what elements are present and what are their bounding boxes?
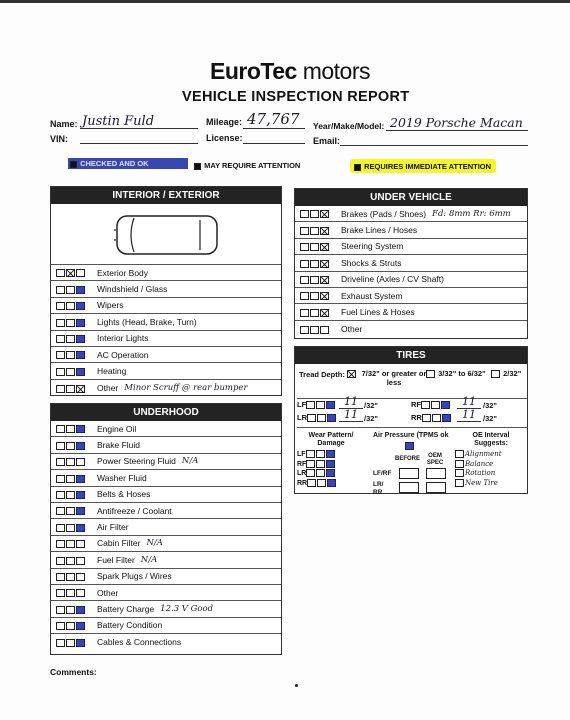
status-checkboxes [56, 317, 94, 327]
status-checkbox-3[interactable] [320, 309, 329, 317]
status-checkbox-1[interactable] [56, 475, 65, 483]
lf-box-1[interactable] [306, 401, 315, 409]
tread-opt1[interactable] [347, 369, 357, 378]
item-label: Interior Lights [97, 333, 149, 344]
status-checkbox-2[interactable] [66, 335, 75, 343]
underhood-panel [50, 403, 282, 655]
oe-checkbox[interactable] [455, 479, 464, 487]
status-checkbox-1[interactable] [56, 351, 65, 359]
status-checkbox-3[interactable] [76, 639, 85, 647]
underhood-row-cables-connections [51, 634, 281, 650]
item-label: Exhaust System [341, 290, 403, 301]
tires-divider [297, 398, 527, 399]
item-label: Battery Charge [97, 603, 155, 614]
item-label: Other [97, 382, 119, 393]
status-checkbox-3[interactable] [76, 557, 85, 565]
status-checkbox-3[interactable] [320, 243, 329, 251]
tread-opt1-checkbox[interactable] [347, 370, 356, 378]
status-checkboxes [300, 258, 338, 268]
status-checkbox-1[interactable] [56, 442, 65, 450]
item-label: Battery Condition [97, 620, 163, 631]
item-label: Shocks & Struts [341, 257, 402, 268]
item-label: Other [341, 323, 363, 334]
top-border [0, 0, 570, 3]
status-checkbox-2[interactable] [66, 475, 75, 483]
vin-label: VIN: [50, 134, 68, 144]
item-label: Washer Fluid [97, 472, 147, 483]
handwritten-note: Fd: 8mm Rr: 6mm [432, 208, 511, 219]
rf-unit: /32" [483, 401, 497, 410]
rf-box-3[interactable] [441, 401, 450, 409]
tires-panel [294, 346, 528, 494]
status-checkbox-2[interactable] [66, 425, 75, 433]
item-label: Windshield / Glass [97, 284, 168, 295]
status-checkbox-2[interactable] [66, 573, 75, 581]
undervehicle-row-other [295, 321, 527, 337]
legend-attention: MAY REQUIRE ATTENTION [194, 161, 300, 170]
status-checkbox-1[interactable] [56, 622, 65, 630]
vehicle-diagram [51, 204, 281, 265]
status-checkbox-3[interactable] [76, 286, 85, 294]
tread-depth-label: Tread Depth: [299, 370, 345, 379]
status-checkbox-1[interactable] [300, 276, 309, 284]
name-label: Name: [50, 119, 78, 129]
status-checkbox-1[interactable] [56, 524, 65, 532]
status-checkbox-3[interactable] [76, 368, 85, 376]
lr-box-2[interactable] [317, 414, 326, 422]
status-checkbox-3[interactable] [76, 573, 85, 581]
legend-ok: CHECKED AND OK [70, 159, 149, 168]
report-title: VEHICLE INSPECTION REPORT [182, 89, 410, 105]
legend-immediate: REQUIRES IMMEDIATE ATTENTION [354, 162, 491, 171]
item-label: Fuel Filter [97, 554, 135, 565]
status-checkbox-1[interactable] [56, 573, 65, 581]
underhood-row-washer-fluid [51, 470, 281, 486]
interior-row-exterior-body [51, 265, 281, 281]
underhood-row-battery-condition [51, 618, 281, 634]
status-checkboxes [56, 506, 94, 516]
tires-header: TIRES [295, 347, 527, 364]
interior-row-lights-head-brake-turn [51, 314, 281, 330]
lr-value: 11 [339, 408, 363, 422]
status-checkboxes [56, 588, 94, 598]
status-checkbox-1[interactable] [300, 243, 309, 251]
interior-exterior-panel [50, 186, 282, 396]
status-checkbox-3[interactable] [320, 326, 329, 334]
item-label: AC Operation [97, 349, 149, 360]
undervehicle-row-brakes-pads-shoes [295, 206, 527, 222]
handwritten-note: N/A [140, 554, 158, 565]
status-checkbox-3[interactable] [76, 335, 85, 343]
status-checkboxes [300, 225, 338, 235]
under-vehicle-header: UNDER VEHICLE [295, 189, 527, 206]
status-checkboxes [56, 489, 94, 499]
lfrf-before-input[interactable] [399, 468, 419, 479]
status-checkbox-3[interactable] [76, 425, 85, 433]
rf-value: 11 [457, 395, 481, 409]
rr-reading: RR [411, 413, 452, 422]
status-checkbox-1[interactable] [300, 227, 309, 235]
oe-interval-list [455, 450, 502, 488]
oe-item-new-tire[interactable] [455, 479, 502, 489]
underhood-rows [51, 421, 281, 650]
license-field[interactable] [243, 131, 305, 144]
tread-opt3[interactable]: 2/32" [491, 369, 521, 378]
underhood-row-fuel-filter [51, 552, 281, 568]
interior-row-heating [51, 363, 281, 379]
undervehicle-row-steering-system [295, 239, 527, 255]
status-checkboxes [300, 241, 338, 251]
underhood-row-spark-plugs-wires [51, 569, 281, 585]
lr-unit: /32" [364, 414, 378, 423]
oe-checkbox[interactable] [455, 460, 464, 468]
underhood-row-air-filter [51, 519, 281, 535]
status-checkbox-3[interactable] [76, 540, 85, 548]
oe-interval-title: OE Interval Suggests: [472, 432, 510, 447]
status-checkbox-3[interactable] [76, 622, 85, 630]
status-checkbox-1[interactable] [56, 319, 65, 327]
status-checkbox-2[interactable] [66, 639, 75, 647]
status-checkbox-3[interactable] [76, 458, 85, 466]
item-label: Exterior Body [97, 267, 149, 278]
oe-item-balance[interactable] [455, 460, 502, 470]
under-vehicle-panel [294, 188, 528, 339]
status-checkboxes [56, 366, 94, 376]
status-checkbox-2[interactable] [66, 540, 75, 548]
oe-item-alignment[interactable] [455, 450, 502, 460]
status-checkbox-3[interactable] [76, 491, 85, 499]
status-checkbox-3[interactable] [76, 606, 85, 614]
interior-row-interior-lights [51, 331, 281, 347]
rf-reading: RF [411, 400, 451, 409]
interior-row-ac-operation [51, 347, 281, 363]
lr-box-1[interactable] [307, 414, 316, 422]
legend-attention-box [194, 163, 201, 170]
oem-spec-label: OEM SPEC [426, 453, 444, 466]
status-checkbox-1[interactable] [56, 589, 65, 597]
status-checkboxes [56, 456, 94, 466]
before-label: BEFORE [395, 456, 421, 462]
undervehicle-row-shocks-struts [295, 255, 527, 271]
status-checkbox-2[interactable] [310, 260, 319, 268]
status-checkbox-1[interactable] [300, 210, 309, 218]
undervehicle-row-driveline-axles-cv-shaft [295, 272, 527, 288]
lf-unit: /32" [364, 401, 378, 410]
status-checkbox-2[interactable] [66, 351, 75, 359]
underhood-row-cabin-filter [51, 536, 281, 552]
item-label: Brakes (Pads / Shoes) [341, 208, 427, 219]
status-checkbox-2[interactable] [66, 622, 75, 630]
item-label: Fuel Lines & Hoses [341, 307, 415, 318]
undervehicle-row-brake-lines-hoses [295, 222, 527, 238]
item-label: Engine Oil [97, 423, 137, 434]
mileage-field[interactable]: 47,767 [243, 116, 305, 129]
status-checkbox-2[interactable] [310, 227, 319, 235]
air-pressure-title: Air Pressure (TPMS ok [373, 432, 449, 439]
status-checkboxes [300, 274, 338, 284]
status-checkboxes [56, 604, 94, 614]
lfrf-label: LF/RF [373, 470, 392, 477]
status-checkbox-1[interactable] [56, 557, 65, 565]
status-checkbox-2[interactable] [66, 458, 75, 466]
status-checkbox-2[interactable] [66, 286, 75, 294]
ymm-field[interactable]: 2019 Porsche Macan [386, 118, 528, 131]
rf-box-1[interactable] [421, 401, 430, 409]
status-checkbox-2[interactable] [66, 385, 75, 393]
lrrr-oem-input[interactable] [426, 482, 446, 493]
item-label: Antifreeze / Coolant [97, 505, 172, 516]
wear-pattern-grid: LF RF LR RR [297, 450, 337, 488]
stray-mark [295, 684, 298, 687]
status-checkbox-2[interactable] [310, 309, 319, 317]
lr-box-3[interactable] [327, 414, 336, 422]
status-checkbox-1[interactable] [300, 260, 309, 268]
underhood-row-belts-hoses [51, 487, 281, 503]
status-checkboxes [56, 571, 94, 581]
status-checkboxes [300, 307, 338, 317]
status-checkbox-1[interactable] [56, 368, 65, 376]
oe-checkbox[interactable] [455, 469, 464, 477]
rr-box-2[interactable] [432, 414, 441, 422]
status-checkbox-2[interactable] [66, 269, 75, 277]
legend-immediate-box [354, 164, 361, 171]
status-checkbox-3[interactable] [76, 269, 85, 277]
undervehicle-row-exhaust-system [295, 288, 527, 304]
rr-value: 11 [457, 408, 481, 422]
status-checkbox-2[interactable] [66, 319, 75, 327]
status-checkboxes [56, 440, 94, 450]
rr-box-3[interactable] [442, 414, 451, 422]
status-checkbox-2[interactable] [66, 368, 75, 376]
oe-item-label: Rotation [465, 469, 496, 477]
lf-reading: LF [297, 400, 336, 409]
item-label: Lights (Head, Brake, Turn) [97, 316, 197, 327]
oe-item-label: Alignment [465, 450, 502, 458]
legend-ok-box [70, 161, 77, 168]
handwritten-note: N/A [181, 456, 199, 467]
undervehicle-row-fuel-lines-hoses [295, 304, 527, 320]
interior-rows [51, 265, 281, 396]
rr-unit: /32" [483, 414, 497, 423]
tread-opt3-checkbox[interactable] [491, 370, 500, 378]
status-checkbox-2[interactable] [66, 442, 75, 450]
tread-opt2-checkbox[interactable] [426, 370, 435, 378]
email-label: Email: [313, 136, 341, 146]
mileage-label: Mileage: [206, 117, 243, 127]
item-label: Driveline (Axles / CV Shaft) [341, 274, 444, 285]
underhood-row-battery-charge [51, 601, 281, 617]
status-checkbox-3[interactable] [320, 292, 329, 300]
item-label: Wipers [97, 300, 124, 311]
company-logo: EuroTec motors [210, 58, 371, 84]
item-label: Heating [97, 366, 127, 377]
status-checkbox-1[interactable] [56, 491, 65, 499]
tread-opt2[interactable]: 3/32" to 6/32" [426, 369, 486, 378]
handwritten-note: 12.3 V Good [160, 603, 214, 614]
name-field[interactable]: Justin Fuld [80, 116, 198, 129]
status-checkbox-1[interactable] [56, 425, 65, 433]
status-checkbox-1[interactable] [56, 335, 65, 343]
ymm-label: Year/Make/Model: [313, 121, 385, 131]
tpms-ok-checkbox[interactable] [405, 441, 415, 450]
underhood-header: UNDERHOOD [51, 404, 281, 421]
lf-value: 11 [339, 395, 363, 409]
status-checkboxes [56, 538, 94, 548]
oe-item-label: Balance [465, 459, 494, 468]
status-checkbox-1[interactable] [56, 286, 65, 294]
status-checkbox-1[interactable] [56, 302, 65, 310]
status-checkbox-1[interactable] [56, 507, 65, 515]
status-checkbox-2[interactable] [66, 524, 75, 532]
status-checkbox-3[interactable] [76, 351, 85, 359]
comments-label: Comments: [50, 667, 97, 677]
lf-box-2[interactable] [316, 401, 325, 409]
item-label: Spark Plugs / Wires [97, 571, 172, 582]
item-label: Other [97, 587, 119, 598]
status-checkbox-2[interactable] [310, 243, 319, 251]
status-checkbox-3[interactable] [320, 210, 329, 218]
status-checkboxes [56, 555, 94, 565]
status-checkbox-3[interactable] [320, 260, 329, 268]
status-checkboxes [56, 300, 94, 310]
status-checkboxes [56, 522, 94, 532]
item-label: Air Filter [97, 522, 129, 533]
status-checkboxes [56, 350, 94, 360]
status-checkbox-2[interactable] [66, 557, 75, 565]
underhood-row-engine-oil [51, 421, 281, 437]
item-label: Brake Lines / Hoses [341, 225, 418, 236]
status-checkbox-1[interactable] [300, 292, 309, 300]
status-checkbox-2[interactable] [310, 276, 319, 284]
item-label: Steering System [341, 241, 404, 252]
status-checkboxes [56, 268, 94, 278]
lfrf-oem-input[interactable] [426, 468, 446, 479]
status-checkbox-3[interactable] [76, 475, 85, 483]
item-label: Brake Fluid [97, 440, 140, 451]
underhood-row-other [51, 585, 281, 601]
oe-item-rotation[interactable] [455, 469, 502, 479]
status-checkbox-2[interactable] [66, 606, 75, 614]
underhood-row-brake-fluid [51, 437, 281, 453]
status-checkbox-1[interactable] [56, 540, 65, 548]
license-label: License: [206, 133, 243, 143]
status-checkbox-2[interactable] [310, 292, 319, 300]
lf-box-3[interactable] [326, 401, 335, 409]
status-checkboxes [56, 424, 94, 434]
status-checkbox-1[interactable] [56, 639, 65, 647]
status-checkbox-1[interactable] [300, 326, 309, 334]
lrrr-before-input[interactable] [399, 482, 419, 493]
status-checkboxes [56, 284, 94, 294]
status-checkbox-2[interactable] [310, 210, 319, 218]
underhood-row-power-steering-fluid [51, 454, 281, 470]
status-checkbox-2[interactable] [66, 507, 75, 515]
oe-item-label: New Tire [465, 478, 498, 487]
status-checkbox-3[interactable] [76, 319, 85, 327]
status-checkbox-1[interactable] [300, 309, 309, 317]
item-label: Power Steering Fluid [97, 456, 176, 467]
rr-box-1[interactable] [422, 414, 431, 422]
status-checkbox-3[interactable] [76, 507, 85, 515]
lrrr-label: LR/ RR [373, 481, 384, 496]
status-checkbox-1[interactable] [56, 458, 65, 466]
interior-exterior-header: INTERIOR / EXTERIOR [51, 187, 281, 204]
underhood-row-antifreeze-coolant [51, 503, 281, 519]
rf-box-2[interactable] [431, 401, 440, 409]
status-checkbox-2[interactable] [66, 491, 75, 499]
status-checkboxes [300, 291, 338, 301]
handwritten-note: Minor Scruff @ rear bumper [124, 382, 248, 393]
status-checkboxes [56, 637, 94, 647]
status-checkbox-3[interactable] [320, 276, 329, 284]
lr-reading: LR [297, 413, 337, 422]
status-checkbox-1[interactable] [56, 269, 65, 277]
interior-row-windshield-glass [51, 281, 281, 297]
status-checkbox-1[interactable] [56, 606, 65, 614]
status-checkbox-2[interactable] [66, 302, 75, 310]
status-checkbox-3[interactable] [76, 302, 85, 310]
status-checkboxes [56, 620, 94, 630]
status-checkbox-2[interactable] [310, 326, 319, 334]
undervehicle-rows [295, 206, 527, 337]
status-checkboxes [300, 209, 338, 219]
handwritten-note: N/A [146, 538, 163, 549]
status-checkbox-1[interactable] [56, 385, 65, 393]
status-checkbox-2[interactable] [66, 589, 75, 597]
status-checkboxes [56, 383, 94, 393]
van-outline-icon [114, 210, 220, 260]
status-checkbox-3[interactable] [76, 524, 85, 532]
item-label: Belts & Hoses [97, 489, 151, 500]
oe-checkbox[interactable] [455, 450, 464, 458]
wear-pattern-title: Wear Pattern/ Damage [308, 432, 354, 447]
vin-field[interactable] [80, 131, 198, 144]
status-checkboxes [300, 324, 338, 334]
tread-opt1-label: 7/32" or greater or less [361, 369, 427, 387]
interior-row-wipers [51, 298, 281, 314]
status-checkbox-3[interactable] [76, 442, 85, 450]
item-label: Cabin Filter [97, 538, 141, 549]
status-checkboxes [56, 473, 94, 483]
status-checkbox-3[interactable] [320, 227, 329, 235]
status-checkbox-3[interactable] [76, 385, 85, 393]
email-field[interactable] [340, 133, 528, 146]
tires-divider-2 [297, 427, 527, 428]
interior-row-other [51, 380, 281, 396]
status-checkboxes [56, 333, 94, 343]
status-checkbox-3[interactable] [76, 589, 85, 597]
item-label: Cables & Connections [97, 637, 182, 648]
